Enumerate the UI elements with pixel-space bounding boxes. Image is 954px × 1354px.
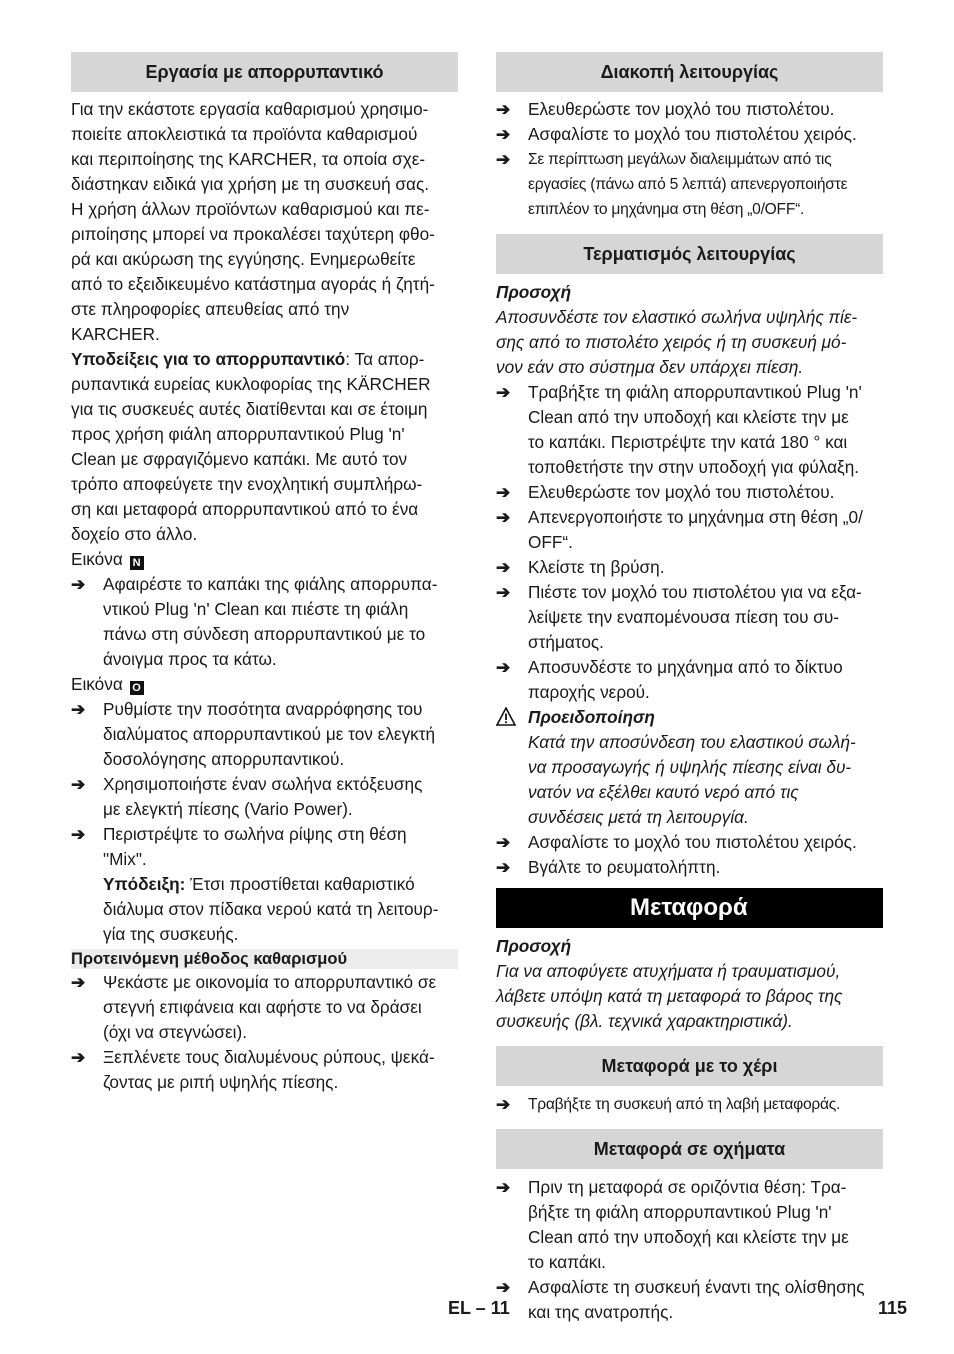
list-item-line: Χρησιμοποιήστε έναν σωλήνα εκτόξευσης bbox=[103, 774, 423, 794]
stop-steps bbox=[496, 97, 883, 222]
figure-n-steps bbox=[71, 572, 458, 672]
arrow-right-icon: ➔ bbox=[496, 1278, 511, 1297]
paragraph-line: ρά και ακύρωση της εγγύησης. Ενημερωθείτε bbox=[71, 249, 416, 269]
footer-section-label: EL – 11 bbox=[448, 1298, 510, 1318]
paragraph-line: Κατά την αποσύνδεση του ελαστικού σωλή- bbox=[528, 732, 856, 752]
figure-label: Εικόνα bbox=[71, 549, 123, 569]
list-item-line: Απενεργοποιήστε το μηχάνημα στη θέση „0/ bbox=[528, 507, 863, 527]
list-item-line: (όχι να στεγνώσει). bbox=[103, 1022, 247, 1042]
figure-n-ref bbox=[71, 547, 458, 572]
list-item bbox=[496, 655, 883, 705]
list-item bbox=[496, 580, 883, 655]
note-label: Υπόδειξη: bbox=[103, 874, 186, 894]
paragraph-line: και περιποίησης της KARCHER, τα οποία σχε- bbox=[71, 149, 426, 169]
arrow-right-icon: ➔ bbox=[496, 383, 511, 402]
list-item-line: Ασφαλίστε το μοχλό του πιστολέτου χειρός. bbox=[528, 832, 857, 852]
caution-label: Προσοχή bbox=[496, 282, 572, 302]
arrow-right-icon: ➔ bbox=[71, 700, 86, 719]
list-item-line: το καπάκι. bbox=[528, 1252, 606, 1272]
list-item-line: Τραβήξτε τη φιάλη απορρυπαντικού Plug 'n' bbox=[528, 382, 862, 402]
hand-steps bbox=[496, 1092, 883, 1117]
list-item bbox=[496, 830, 883, 855]
paragraph-line: σης από το πιστολέτο χειρός ή τη συσκευή μό- bbox=[496, 332, 847, 352]
paragraph-line: δοχείο στο άλλο. bbox=[71, 524, 198, 544]
hints-label: Υποδείξεις για το απορρυπαντικό bbox=[71, 349, 346, 369]
list-item-line: εργασίες (πάνω από 5 λεπτά) απενεργοποιήστε bbox=[528, 176, 848, 193]
page-number: 115 bbox=[878, 1298, 908, 1318]
list-item-line: διαλύματος απορρυπαντικού με τον ελεγκτή bbox=[103, 724, 436, 744]
list-item-line: Βγάλτε το ρευματολήπτη. bbox=[528, 857, 721, 877]
list-item bbox=[496, 122, 883, 147]
list-item-line: ζοντας με ριπή υψηλής πίεσης. bbox=[103, 1072, 339, 1092]
list-item bbox=[71, 572, 458, 672]
arrow-right-icon: ➔ bbox=[496, 150, 510, 169]
list-item bbox=[71, 970, 458, 1045]
transport-caution-text bbox=[496, 959, 883, 1034]
list-item-line: Clean από την υποδοχή και κλείστε την με bbox=[528, 407, 849, 427]
arrow-right-icon: ➔ bbox=[71, 973, 86, 992]
left-column bbox=[71, 52, 458, 1095]
right-column bbox=[496, 52, 883, 1325]
paragraph-line: συνδέσεις μετά τη λειτουργία. bbox=[528, 807, 749, 827]
list-item-line: Ασφαλίστε το μοχλό του πιστολέτου χειρός. bbox=[528, 124, 857, 144]
arrow-right-icon: ➔ bbox=[496, 558, 511, 577]
paragraph-line: διάστηκαν ειδικά για χρήση με τη συσκευή σας. bbox=[71, 174, 430, 194]
list-item-line: Ασφαλίστε τη συσκευή έναντι της ολίσθησης bbox=[528, 1277, 865, 1297]
list-item bbox=[496, 97, 883, 122]
caution-text bbox=[496, 305, 883, 380]
list-item-line: ντικού Plug 'n' Clean και πιέστε τη φιάλη bbox=[103, 599, 409, 619]
list-item-line: λείψετε την εναπομένουσα πίεση του συ- bbox=[528, 607, 840, 627]
section-heading-detergent: Εργασία με απορρυπαντικό bbox=[71, 52, 458, 92]
list-item-line: στεγνή επιφάνεια και αφήστε το να δράσει bbox=[103, 997, 422, 1017]
list-item bbox=[496, 380, 883, 480]
paragraph-line: Αποσυνδέστε τον ελαστικό σωλήνα υψηλής πίε- bbox=[496, 307, 858, 327]
arrow-right-icon: ➔ bbox=[71, 1048, 86, 1067]
paragraph-line: Η χρήση άλλων προϊόντων καθαρισμού και πε- bbox=[71, 199, 430, 219]
arrow-right-icon: ➔ bbox=[71, 825, 86, 844]
paragraph-line: να προσαγωγής ή υψηλής πίεσης είναι δυ- bbox=[528, 757, 852, 777]
list-item-line: Περιστρέψτε το σωλήνα ρίψης στη θέση bbox=[103, 824, 407, 844]
paragraph-line: Για την εκάστοτε εργασία καθαρισμού χρησιμο- bbox=[71, 99, 429, 119]
paragraph-line: προς χρήση φιάλη απορρυπαντικού Plug 'n' bbox=[71, 424, 405, 444]
subheading-cleaning-method: Προτεινόμενη μέθοδος καθαρισμού bbox=[71, 949, 458, 969]
hints-paragraph: Υποδείξεις για το απορρυπαντικό: Τα απορ- ρυπαντικά ευρείας κυκλοφορίας της KÄRCHER για τις συσκευές αυτές διατίθενται και σε έτοιμη προς χρήση φιάλη απορρυπαντικού Plug 'n' Clean με σφραγιζόμενο καπάκι. Με αυτό τον τρόπο αποφεύγετε την ενοχλητική συμπλήρω- ση και μεταφορά απορρυπαντικού από το ένα δοχείο στο άλλο. bbox=[71, 347, 458, 547]
list-item bbox=[496, 1175, 883, 1275]
list-item-line: βήξτε τη φιάλη απορρυπαντικού Plug 'n' bbox=[528, 1202, 832, 1222]
arrow-right-icon: ➔ bbox=[496, 1095, 510, 1114]
vehicle-steps bbox=[496, 1175, 883, 1325]
list-item-line: Κλείστε τη βρύση. bbox=[528, 557, 665, 577]
list-item-line: δοσολόγησης απορρυπαντικού. bbox=[103, 749, 345, 769]
list-item-line: OFF“. bbox=[528, 532, 573, 552]
arrow-right-icon: ➔ bbox=[496, 100, 511, 119]
list-item-line: τοποθετήστε την στην υποδοχή για φύλαξη. bbox=[528, 457, 860, 477]
list-item bbox=[71, 697, 458, 772]
paragraph-line: ποιείτε αποκλειστικά τα προϊόντα καθαρισμού bbox=[71, 124, 418, 144]
paragraph-line: γία της συσκευής. bbox=[103, 924, 239, 944]
list-item-line: Ελευθερώστε τον μοχλό του πιστολέτου. bbox=[528, 99, 835, 119]
list-item-line: Πιέστε τον μοχλό του πιστολέτου για να εξα- bbox=[528, 582, 862, 602]
list-item bbox=[71, 1045, 458, 1095]
list-item-line: Αποσυνδέστε το μηχάνημα από το δίκτυο bbox=[528, 657, 843, 677]
arrow-right-icon: ➔ bbox=[496, 658, 511, 677]
list-item-line: και της ανατροπής. bbox=[528, 1302, 674, 1322]
paragraph-line: KARCHER. bbox=[71, 324, 160, 344]
end-steps bbox=[496, 380, 883, 705]
paragraph-line: νον εάν στο σύστημα δεν υπάρχει πίεση. bbox=[496, 357, 804, 377]
paragraph-line: συσκευής (βλ. τεχνικά χαρακτηριστικά). bbox=[496, 1011, 793, 1031]
paragraph-line: ρυπαντικά ευρείας κυκλοφορίας της KÄRCHER bbox=[71, 374, 431, 394]
section-heading-transport: Μεταφορά bbox=[496, 888, 883, 928]
warning-triangle-icon bbox=[496, 707, 516, 727]
paragraph-line: στε πληροφορίες απευθείας από την bbox=[71, 299, 350, 319]
paragraph-line: ριποίησης μπορεί να προκαλέσει ταχύτερη φθο- bbox=[71, 224, 435, 244]
paragraph-line: Για να αποφύγετε ατυχήματα ή τραυματισμού, bbox=[496, 961, 841, 981]
list-item-line: Ψεκάστε με οικονομία το απορρυπαντικό σε bbox=[103, 972, 437, 992]
figure-o-steps bbox=[71, 697, 458, 872]
list-item-line: Αφαιρέστε το καπάκι της φιάλης απορρυπα- bbox=[103, 574, 438, 594]
list-item-line: Ρυθμίστε την ποσότητα αναρρόφησης του bbox=[103, 699, 423, 719]
arrow-right-icon: ➔ bbox=[496, 833, 511, 852]
list-item-line: Ξεπλένετε τους διαλυμένους ρύπους, ψεκά- bbox=[103, 1047, 435, 1067]
paragraph-line: ση και μεταφορά απορρυπαντικού από το ένα bbox=[71, 499, 419, 519]
end-steps-final bbox=[496, 830, 883, 880]
list-item bbox=[496, 855, 883, 880]
note-paragraph: Υπόδειξη: Έτσι προστίθεται καθαριστικό διάλυμα στον πίδακα νερού κατά τη λειτουρ- γία της συσκευής. bbox=[71, 872, 458, 947]
arrow-right-icon: ➔ bbox=[71, 775, 86, 794]
arrow-right-icon: ➔ bbox=[71, 575, 86, 594]
list-item-line: το καπάκι. Περιστρέψτε την κατά 180 ° και bbox=[528, 432, 848, 452]
method-steps bbox=[71, 970, 458, 1095]
list-item bbox=[496, 555, 883, 580]
section-heading-vehicle: Μεταφορά σε οχήματα bbox=[496, 1129, 883, 1169]
list-item bbox=[496, 1275, 883, 1325]
list-item-line: με ελεγκτή πίεσης (Vario Power). bbox=[103, 799, 353, 819]
list-item bbox=[496, 480, 883, 505]
figure-label: Εικόνα bbox=[71, 674, 123, 694]
transport-caution-label: Προσοχή bbox=[496, 936, 572, 956]
figure-o-ref bbox=[71, 672, 458, 697]
list-item bbox=[71, 822, 458, 872]
section-heading-hand: Μεταφορά με το χέρι bbox=[496, 1046, 883, 1086]
figure-n-badge: N bbox=[130, 556, 144, 570]
paragraph-line: Clean με σφραγιζόμενο καπάκι. Με αυτό τον bbox=[71, 449, 408, 469]
paragraph-line: από το εξειδικευμένο κατάστημα αγοράς ή ζητή- bbox=[71, 274, 435, 294]
arrow-right-icon: ➔ bbox=[496, 583, 511, 602]
arrow-right-icon: ➔ bbox=[496, 125, 511, 144]
list-item bbox=[496, 1092, 883, 1117]
list-item bbox=[71, 772, 458, 822]
paragraph-line: νατόν να εξέλθει καυτό νερό από τις bbox=[528, 782, 799, 802]
figure-o-badge: O bbox=[130, 681, 144, 695]
warning-text bbox=[528, 730, 883, 830]
warning-label: Προειδοποίηση bbox=[528, 707, 655, 727]
section-heading-stop: Διακοπή λειτουργίας bbox=[496, 52, 883, 92]
list-item bbox=[496, 505, 883, 555]
warning-block bbox=[496, 705, 883, 830]
list-item bbox=[496, 147, 883, 222]
paragraph-line: τρόπο αποφεύγετε την ενοχλητική συμπλήρω- bbox=[71, 474, 423, 494]
list-item-line: Σε περίπτωση μεγάλων διαλειμμάτων από τις bbox=[528, 151, 832, 168]
list-item-line: Ελευθερώστε τον μοχλό του πιστολέτου. bbox=[528, 482, 835, 502]
paragraph-line: διάλυμα στον πίδακα νερού κατά τη λειτουρ- bbox=[103, 899, 439, 919]
list-item-line: άνοιγμα προς τα κάτω. bbox=[103, 649, 277, 669]
list-item-line: στήματος. bbox=[528, 632, 604, 652]
paragraph-line: λάβετε υπόψη κατά τη μεταφορά το βάρος της bbox=[496, 986, 843, 1006]
arrow-right-icon: ➔ bbox=[496, 1178, 511, 1197]
arrow-right-icon: ➔ bbox=[496, 508, 511, 527]
list-item-line: Πριν τη μεταφορά σε οριζόντια θέση: Τρα- bbox=[528, 1177, 847, 1197]
list-item-line: παροχής νερού. bbox=[528, 682, 650, 702]
list-item-line: πάνω στη σύνδεση απορρυπαντικού με το bbox=[103, 624, 426, 644]
arrow-right-icon: ➔ bbox=[496, 483, 511, 502]
paragraph-line: για τις συσκευές αυτές διατίθενται και σε έτοιμη bbox=[71, 399, 428, 419]
list-item-line: Clean από την υποδοχή και κλείστε την με bbox=[528, 1227, 849, 1247]
list-item-line: Τραβήξτε τη συσκευή από τη λαβή μεταφοράς. bbox=[528, 1096, 841, 1113]
list-item-line: "Mix". bbox=[103, 849, 147, 869]
arrow-right-icon: ➔ bbox=[496, 858, 511, 877]
section-heading-end: Τερματισμός λειτουργίας bbox=[496, 234, 883, 274]
intro-paragraph bbox=[71, 97, 458, 347]
list-item-line: επιπλέον το μηχάνημα στη θέση „0/OFF“. bbox=[528, 201, 805, 218]
